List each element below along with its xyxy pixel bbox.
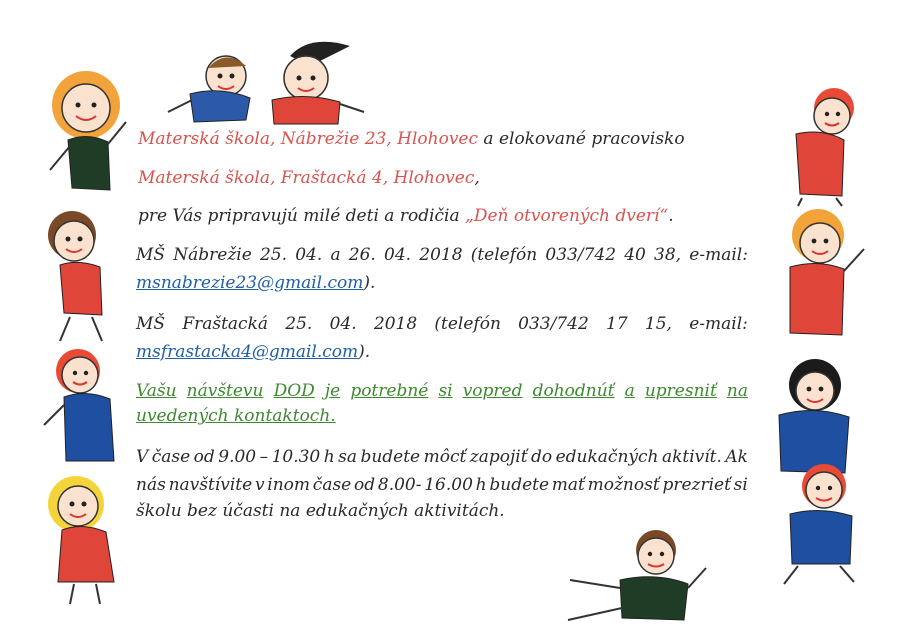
line-1-rest: a elokované pracovisko: [478, 129, 685, 149]
child-drawing-right-2: [768, 205, 868, 345]
w: MŠ: [136, 314, 166, 334]
w: 25.: [285, 314, 313, 334]
w: návštevu: [186, 381, 264, 401]
w: 04.: [329, 314, 357, 334]
w: h: [323, 447, 335, 467]
w: e-mail:: [689, 314, 748, 334]
w: mať: [551, 475, 585, 495]
w: inom: [267, 475, 311, 495]
w: 16.00: [424, 475, 473, 495]
w: sa: [338, 447, 357, 467]
w: 15,: [644, 314, 672, 334]
w: (telefón: [470, 245, 538, 265]
w: od: [354, 475, 376, 495]
child-drawing-top-middle-2: [250, 28, 370, 128]
w: navštívite: [168, 475, 253, 495]
w: 17: [606, 314, 628, 334]
w: Vašu: [136, 381, 177, 401]
w: dohodnúť: [532, 381, 615, 401]
child-drawing-right-1: [778, 88, 868, 208]
w: budete: [489, 475, 550, 495]
w: vopred: [462, 381, 523, 401]
line-3: [138, 206, 674, 226]
line-11: [136, 475, 748, 495]
w: edukačných: [555, 447, 659, 467]
child-drawing-bottom: [560, 528, 710, 628]
w: 10.30: [271, 447, 321, 467]
w: 25.: [259, 245, 288, 265]
line-4: [136, 245, 748, 265]
w: a: [330, 245, 341, 265]
line-6: [136, 314, 748, 334]
w: 26.: [348, 245, 376, 265]
w: V: [136, 447, 149, 467]
w: 2018: [419, 245, 463, 265]
line-9: uvedených kontaktoch.: [136, 406, 336, 426]
w: DOD: [273, 381, 315, 401]
w: je: [324, 381, 341, 401]
line-5-rest: ).: [363, 273, 376, 293]
open-day-title: „Deň otvorených dverí“: [465, 206, 669, 226]
w: si: [733, 475, 748, 495]
school-nabrezie-name: Materská škola, Nábrežie 23, Hlohovec: [138, 129, 479, 149]
line-2-rest: ,: [474, 168, 480, 188]
line-5: [136, 273, 375, 293]
email-link-nabrezie[interactable]: msnabrezie23@gmail.com: [136, 273, 364, 293]
w: čase: [312, 475, 352, 495]
w: upresniť: [644, 381, 717, 401]
child-drawing-left-3: [36, 345, 126, 465]
w: 033/742: [545, 245, 617, 265]
w: od: [193, 447, 215, 467]
w: 04.: [295, 245, 323, 265]
w: 9.00: [218, 447, 257, 467]
w: možnosť: [587, 475, 660, 495]
email-link-frastacka[interactable]: msfrastacka4@gmail.com: [136, 342, 359, 362]
w: (telefón: [434, 314, 501, 334]
line-3-pre: pre Vás pripravujú milé deti a rodičia: [138, 206, 466, 226]
child-drawing-left-4: [30, 470, 130, 610]
child-drawing-top-left: [38, 60, 138, 190]
school-frastacka-name: Materská škola, Fraštacká 4, Hlohovec: [138, 168, 475, 188]
w: si: [438, 381, 453, 401]
w: a: [624, 381, 635, 401]
w: potrebné: [350, 381, 429, 401]
line-7-rest: ).: [358, 342, 371, 362]
w: Ak: [725, 447, 748, 467]
child-drawing-left-2: [30, 205, 120, 345]
line-3-post: .: [668, 206, 674, 226]
w: 40: [624, 245, 646, 265]
child-drawing-right-4: [770, 460, 870, 590]
line-1: [138, 129, 685, 149]
w: môcť: [423, 447, 467, 467]
w: v: [254, 475, 265, 495]
child-drawing-right-3: [765, 355, 865, 475]
w: Nábrežie: [173, 245, 252, 265]
w: aktivít.: [661, 447, 722, 467]
w: čase: [151, 447, 191, 467]
w: budete: [360, 447, 421, 467]
w: na: [726, 381, 748, 401]
w: zapojiť: [469, 447, 528, 467]
line-10: [136, 447, 748, 467]
w: 2018: [373, 314, 418, 334]
w: MŠ: [136, 245, 166, 265]
w: 033/742: [518, 314, 589, 334]
w: nás: [136, 475, 166, 495]
w: do: [531, 447, 553, 467]
w: e-mail:: [689, 245, 748, 265]
line-8: [136, 381, 748, 401]
line-12: školu bez účasti na edukačných aktivitách.: [136, 501, 505, 521]
line-7: [136, 342, 370, 362]
w: 04.: [384, 245, 412, 265]
w: 8.00-: [377, 475, 422, 495]
w: Fraštacká: [182, 314, 269, 334]
w: –: [259, 447, 269, 467]
w: 38,: [654, 245, 682, 265]
w: h: [475, 475, 487, 495]
line-2: [138, 168, 480, 188]
w: prezrieť: [662, 475, 731, 495]
